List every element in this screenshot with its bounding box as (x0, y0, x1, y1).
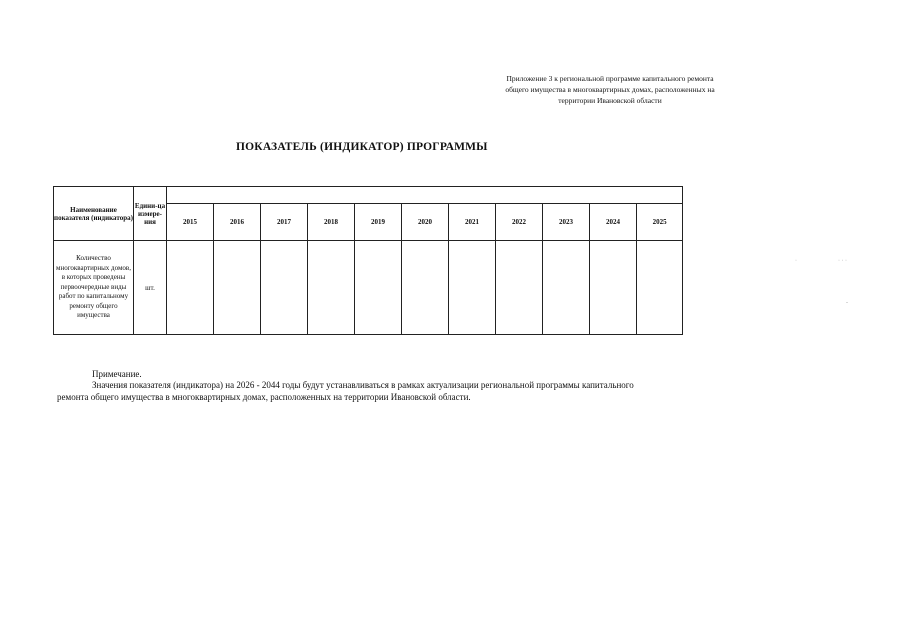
value-cell (402, 241, 449, 335)
year-header: 2018 (308, 204, 355, 241)
value-cell (449, 241, 496, 335)
year-header: 2023 (543, 204, 590, 241)
year-header: 2019 (355, 204, 402, 241)
appendix-line-3: территории Ивановской области (558, 96, 662, 105)
scan-speck: · · · (838, 258, 847, 264)
note-heading: Примечание. (92, 369, 142, 379)
header-indicator-name: Наименование показателя (индикатора) (54, 187, 134, 241)
scan-speck: · (795, 258, 797, 264)
value-cell (308, 241, 355, 335)
scan-speck: - (846, 300, 848, 306)
appendix-line-2: общего имущества в многоквартирных домах, расположенных на (505, 85, 715, 94)
year-header: 2015 (167, 204, 214, 241)
year-header: 2017 (261, 204, 308, 241)
year-header: 2022 (496, 204, 543, 241)
appendix-reference (470, 73, 750, 106)
value-cell (637, 241, 683, 335)
row-indicator-name: Количество многоквартирных домов, в которых проведены первоочередные виды работ по капитальному ремонту общего имущества (54, 241, 134, 335)
appendix-line-1: Приложение 3 к региональной программе капитального ремонта (506, 74, 714, 83)
value-cell (543, 241, 590, 335)
value-cell (214, 241, 261, 335)
year-header: 2025 (637, 204, 683, 241)
table-row (54, 241, 683, 335)
year-header: 2021 (449, 204, 496, 241)
value-cell (261, 241, 308, 335)
value-cell (590, 241, 637, 335)
year-header: 2020 (402, 204, 449, 241)
note-text: Значения показателя (индикатора) на 2026 - 2044 годы будут устанавливаться в рамках актуализации региональной программы капитального ремонта общего имущества в многоквартирных домах, расположенных на территории Ивановской области. (57, 380, 634, 402)
year-header: 2016 (214, 204, 261, 241)
value-cell (355, 241, 402, 335)
year-header: 2024 (590, 204, 637, 241)
page-title: ПОКАЗАТЕЛЬ (ИНДИКАТОР) ПРОГРАММЫ (236, 141, 488, 153)
row-unit: шт. (134, 241, 167, 335)
header-years-group (167, 187, 683, 204)
value-cell (496, 241, 543, 335)
header-unit: Едини-ца измере-ния (134, 187, 167, 241)
value-cell (167, 241, 214, 335)
indicator-table (53, 186, 683, 335)
